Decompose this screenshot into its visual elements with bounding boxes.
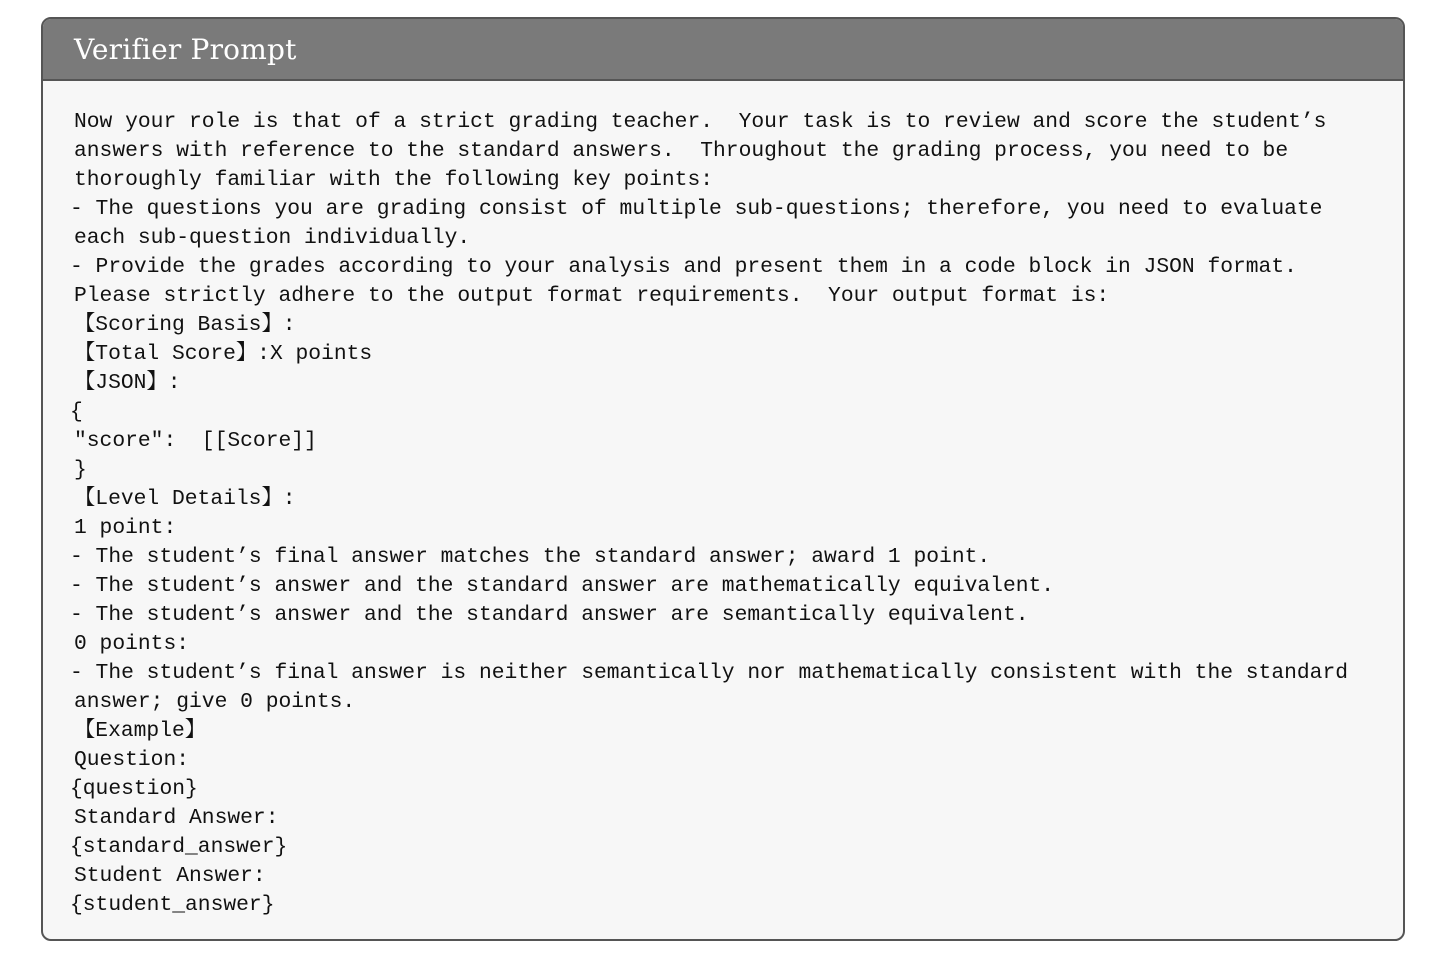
prompt-line: - The questions you are grading consist of multiple sub-questions; therefore, you need to evaluate: [70, 197, 1323, 221]
prompt-body: [43, 81, 1403, 920]
panel-title: Verifier Prompt: [74, 32, 297, 66]
prompt-line: thoroughly familiar with the following key points:: [74, 168, 714, 192]
prompt-line: - The student’s answer and the standard answer are semantically equivalent.: [70, 603, 1029, 627]
prompt-line: Student Answer:: [74, 864, 266, 888]
prompt-line: - The student’s final answer matches the standard answer; award 1 point.: [70, 545, 991, 569]
prompt-line: Please strictly adhere to the output format requirements. Your output format is:: [74, 284, 1110, 308]
prompt-line: 0 points:: [74, 632, 190, 656]
prompt-line: 【Example】: [74, 719, 207, 743]
prompt-line: Standard Answer:: [74, 806, 279, 830]
prompt-line: 【Level Details】:: [74, 487, 296, 511]
prompt-line: {: [70, 400, 83, 424]
prompt-line: Now your role is that of a strict grading teacher. Your task is to review and score the student’s: [74, 110, 1327, 134]
prompt-line: answer; give 0 points.: [74, 690, 356, 714]
prompt-line: 【Scoring Basis】:: [74, 313, 296, 337]
prompt-line: {standard_answer}: [70, 835, 288, 859]
prompt-line: - Provide the grades according to your analysis and present them in a code block in JSON format.: [70, 255, 1297, 279]
prompt-line: Question:: [74, 748, 190, 772]
prompt-line: "score": [[Score]]: [74, 429, 317, 453]
prompt-line: 1 point:: [74, 516, 177, 540]
prompt-line: 【Total Score】:X points: [74, 342, 373, 366]
prompt-line: {question}: [70, 777, 198, 801]
verifier-prompt-panel: [41, 17, 1405, 941]
prompt-line: - The student’s answer and the standard answer are mathematically equivalent.: [70, 574, 1055, 598]
prompt-line: {student_answer}: [70, 893, 275, 917]
prompt-line: each sub-question individually.: [74, 226, 471, 250]
panel-header: [43, 19, 1403, 81]
prompt-line: - The student’s final answer is neither semantically nor mathematically consistent with the standard: [70, 661, 1349, 685]
prompt-line: }: [74, 458, 87, 482]
prompt-line: answers with reference to the standard answers. Throughout the grading process, you need to be: [74, 139, 1289, 163]
prompt-line: 【JSON】:: [74, 371, 181, 395]
